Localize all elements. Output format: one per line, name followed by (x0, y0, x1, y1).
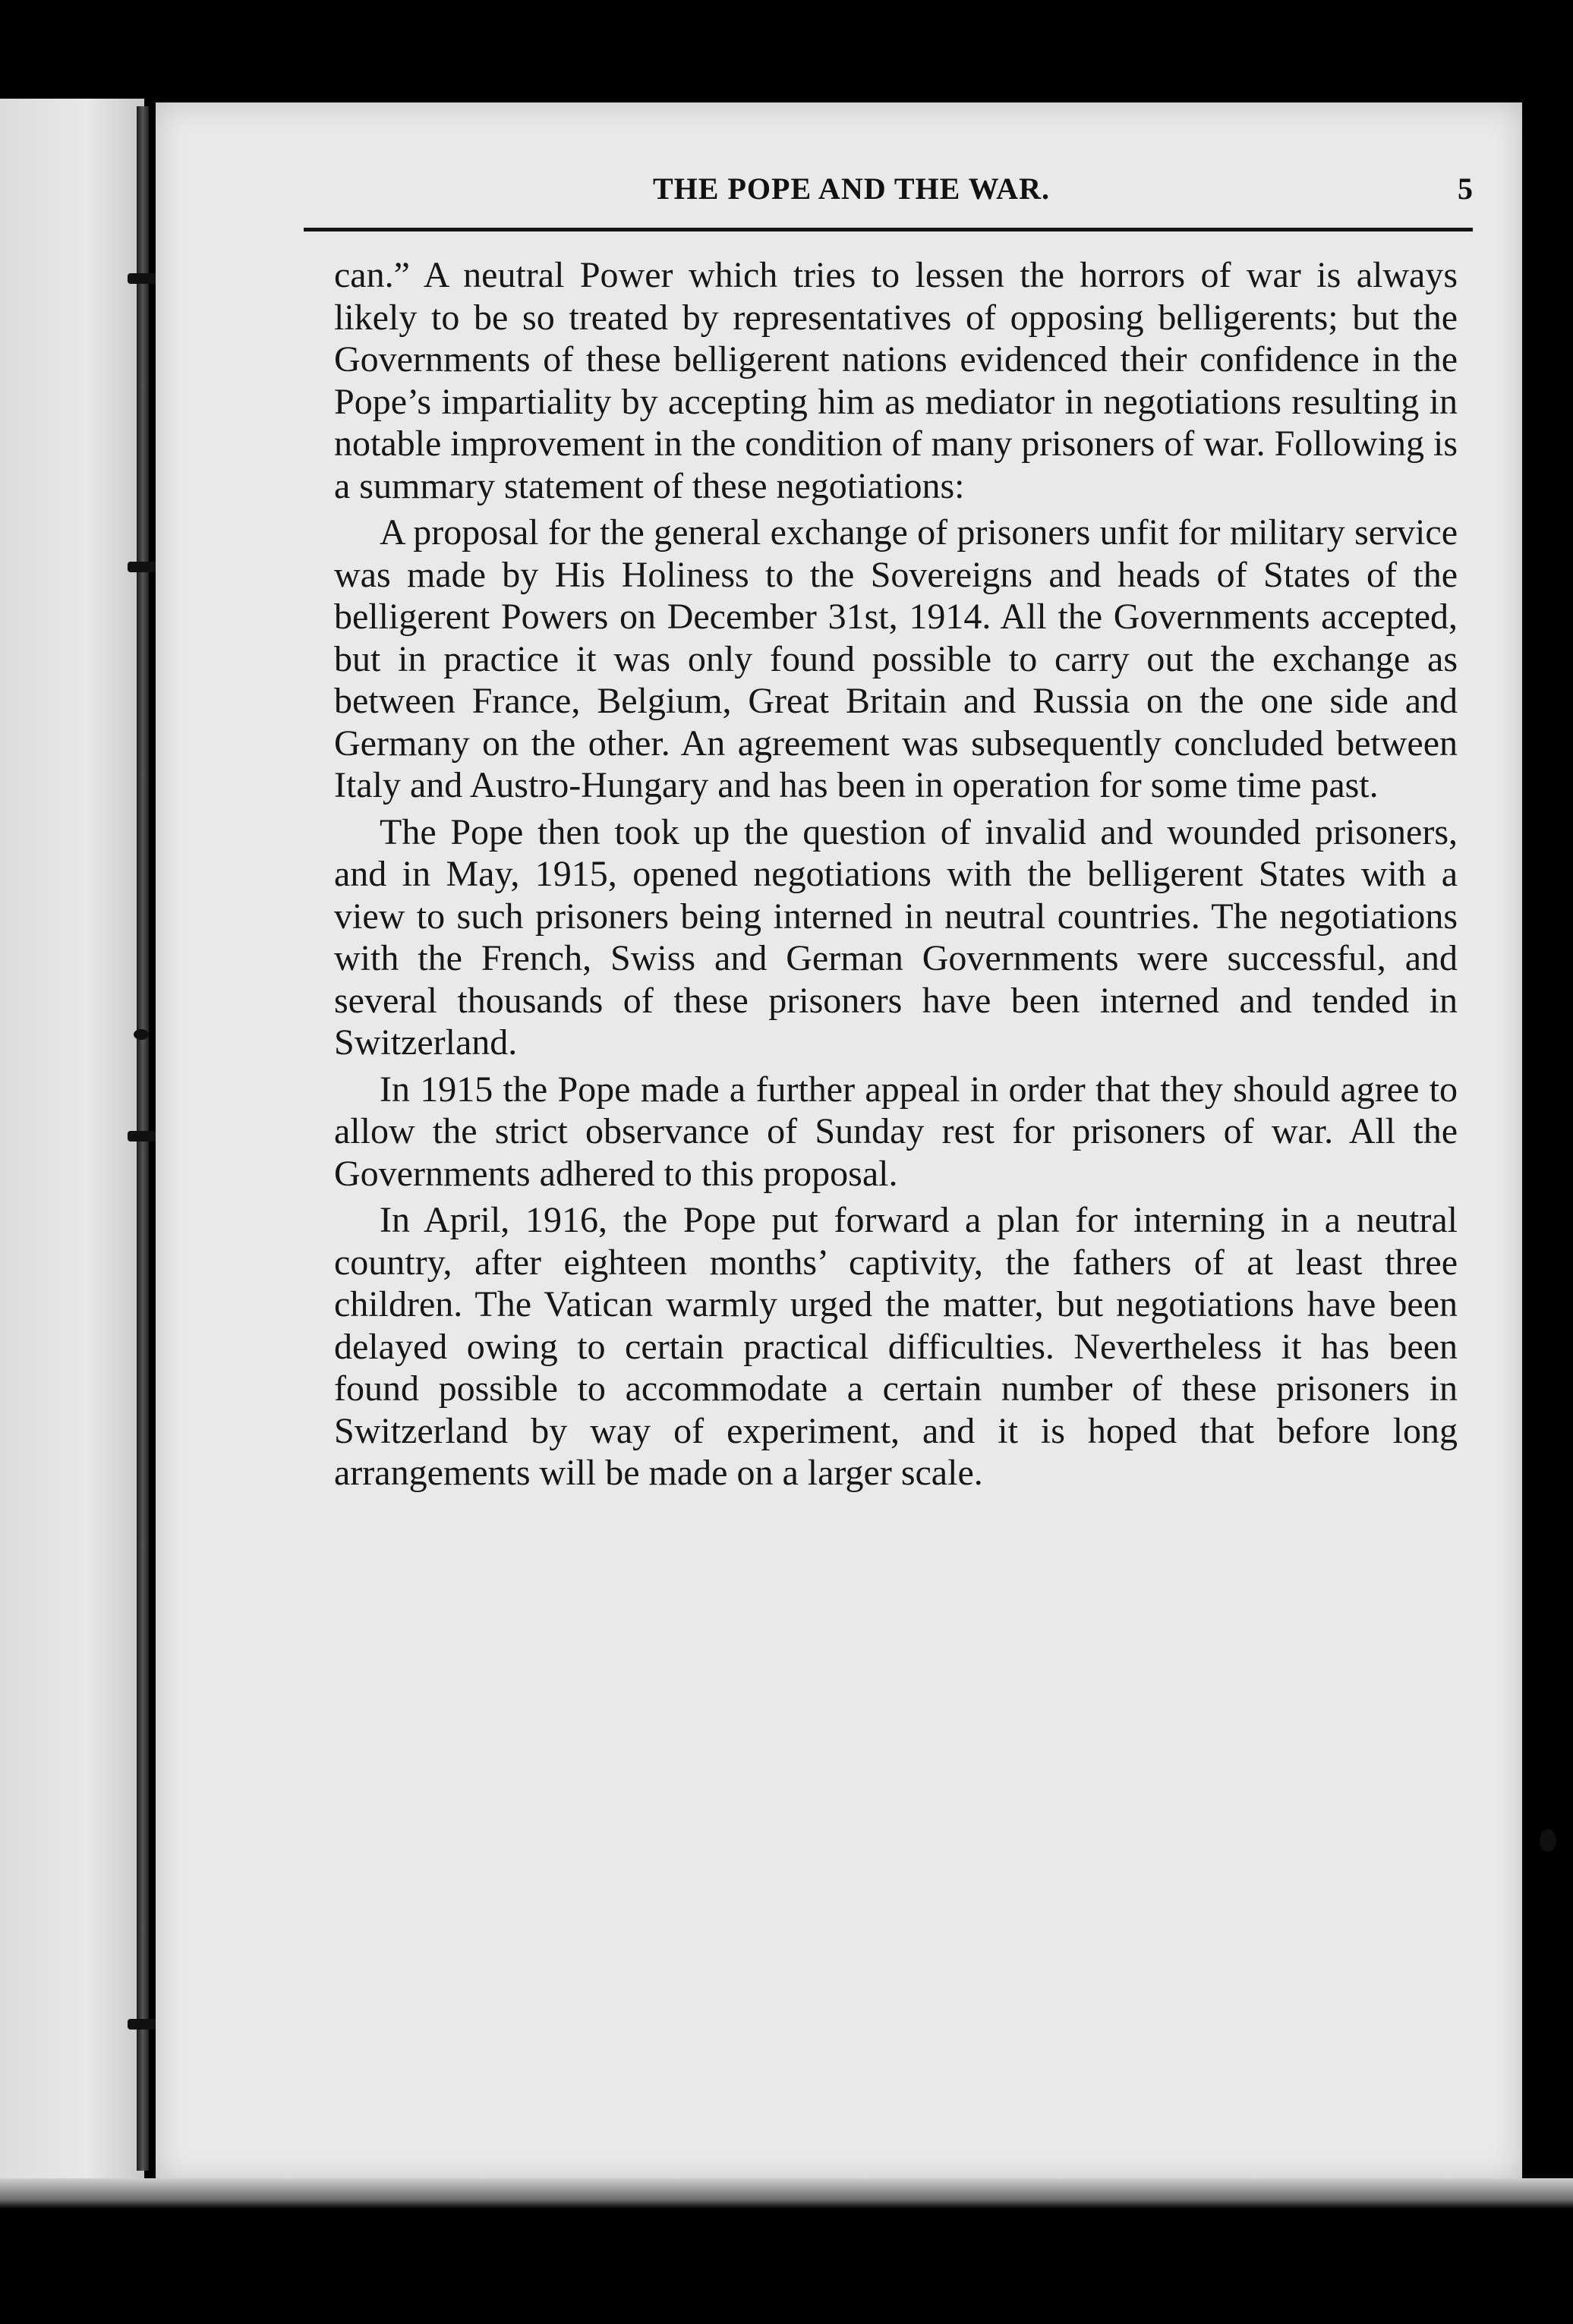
ink-blot (1540, 1829, 1556, 1852)
binding-stitch (128, 2019, 158, 2030)
running-title: THE POPE AND THE WAR. (653, 172, 1050, 206)
page-number: 5 (1458, 172, 1473, 206)
paragraph: can.” A neutral Power which tries to lessen the horrors of war is always likely to be so treated by representatives of opposing belligerents; but the Governments of these belligerent nations evidenced their confidence in the Pope’s impartiality by accepting him as mediator in negotiations resulting in notable improvement in the condition of many prisoners of war. Following is a summary statement of these negotiations: (334, 255, 1458, 506)
paragraph: The Pope then took up the question of invalid and wounded prisoners, and in May, 1915, opened negotiations with the belligerent States with a view to such prisoners being interned in neutral countries. The negotiations with the French, Swiss and German Governments were successful, and several thousands of these prisoners have been interned and tended in Switzerland. (334, 811, 1458, 1063)
paragraph: A proposal for the general exchange of prisoners unfit for military service was made by His Holiness to the Sovereigns and heads of States of the belligerent Powers on December 31st, 1914. All the Governments accepted, but in practice it was only found possible to carry out the exchange as between France, Belgium, Great Britain and Russia on the one side and Germany on the other. An agreement was subsequently concluded between Italy and Austro-Hungary and has been in operation for some time past. (334, 512, 1458, 805)
header-rule (304, 228, 1473, 231)
binding-stitch (128, 1131, 158, 1142)
paragraph: In April, 1916, the Pope put forward a plan for interning in a neutral country, after eighteen months’ captivity, the fathers of at least three children. The Vatican warmly urged the matter, but negotiations have been delayed owing to certain practical difficulties. Nevertheless it has been found possible to accommodate a certain number of these prisoners in Switzerland by way of experiment, and it is hoped that before long arrangements will be made on a larger scale. (334, 1200, 1458, 1493)
binding-stitch (128, 562, 158, 572)
binding-stitch (128, 273, 158, 284)
page-header (304, 171, 1473, 216)
body-text (334, 254, 1458, 1499)
paragraph: In 1915 the Pope made a further appeal in order that they should agree to allow the strict observance of Sunday rest for prisoners of war. All the Governments adhered to this proposal. (334, 1069, 1458, 1194)
page-bottom-edge (0, 2178, 1573, 2209)
facing-page-edge (0, 99, 144, 2178)
ink-blot (134, 1029, 149, 1040)
